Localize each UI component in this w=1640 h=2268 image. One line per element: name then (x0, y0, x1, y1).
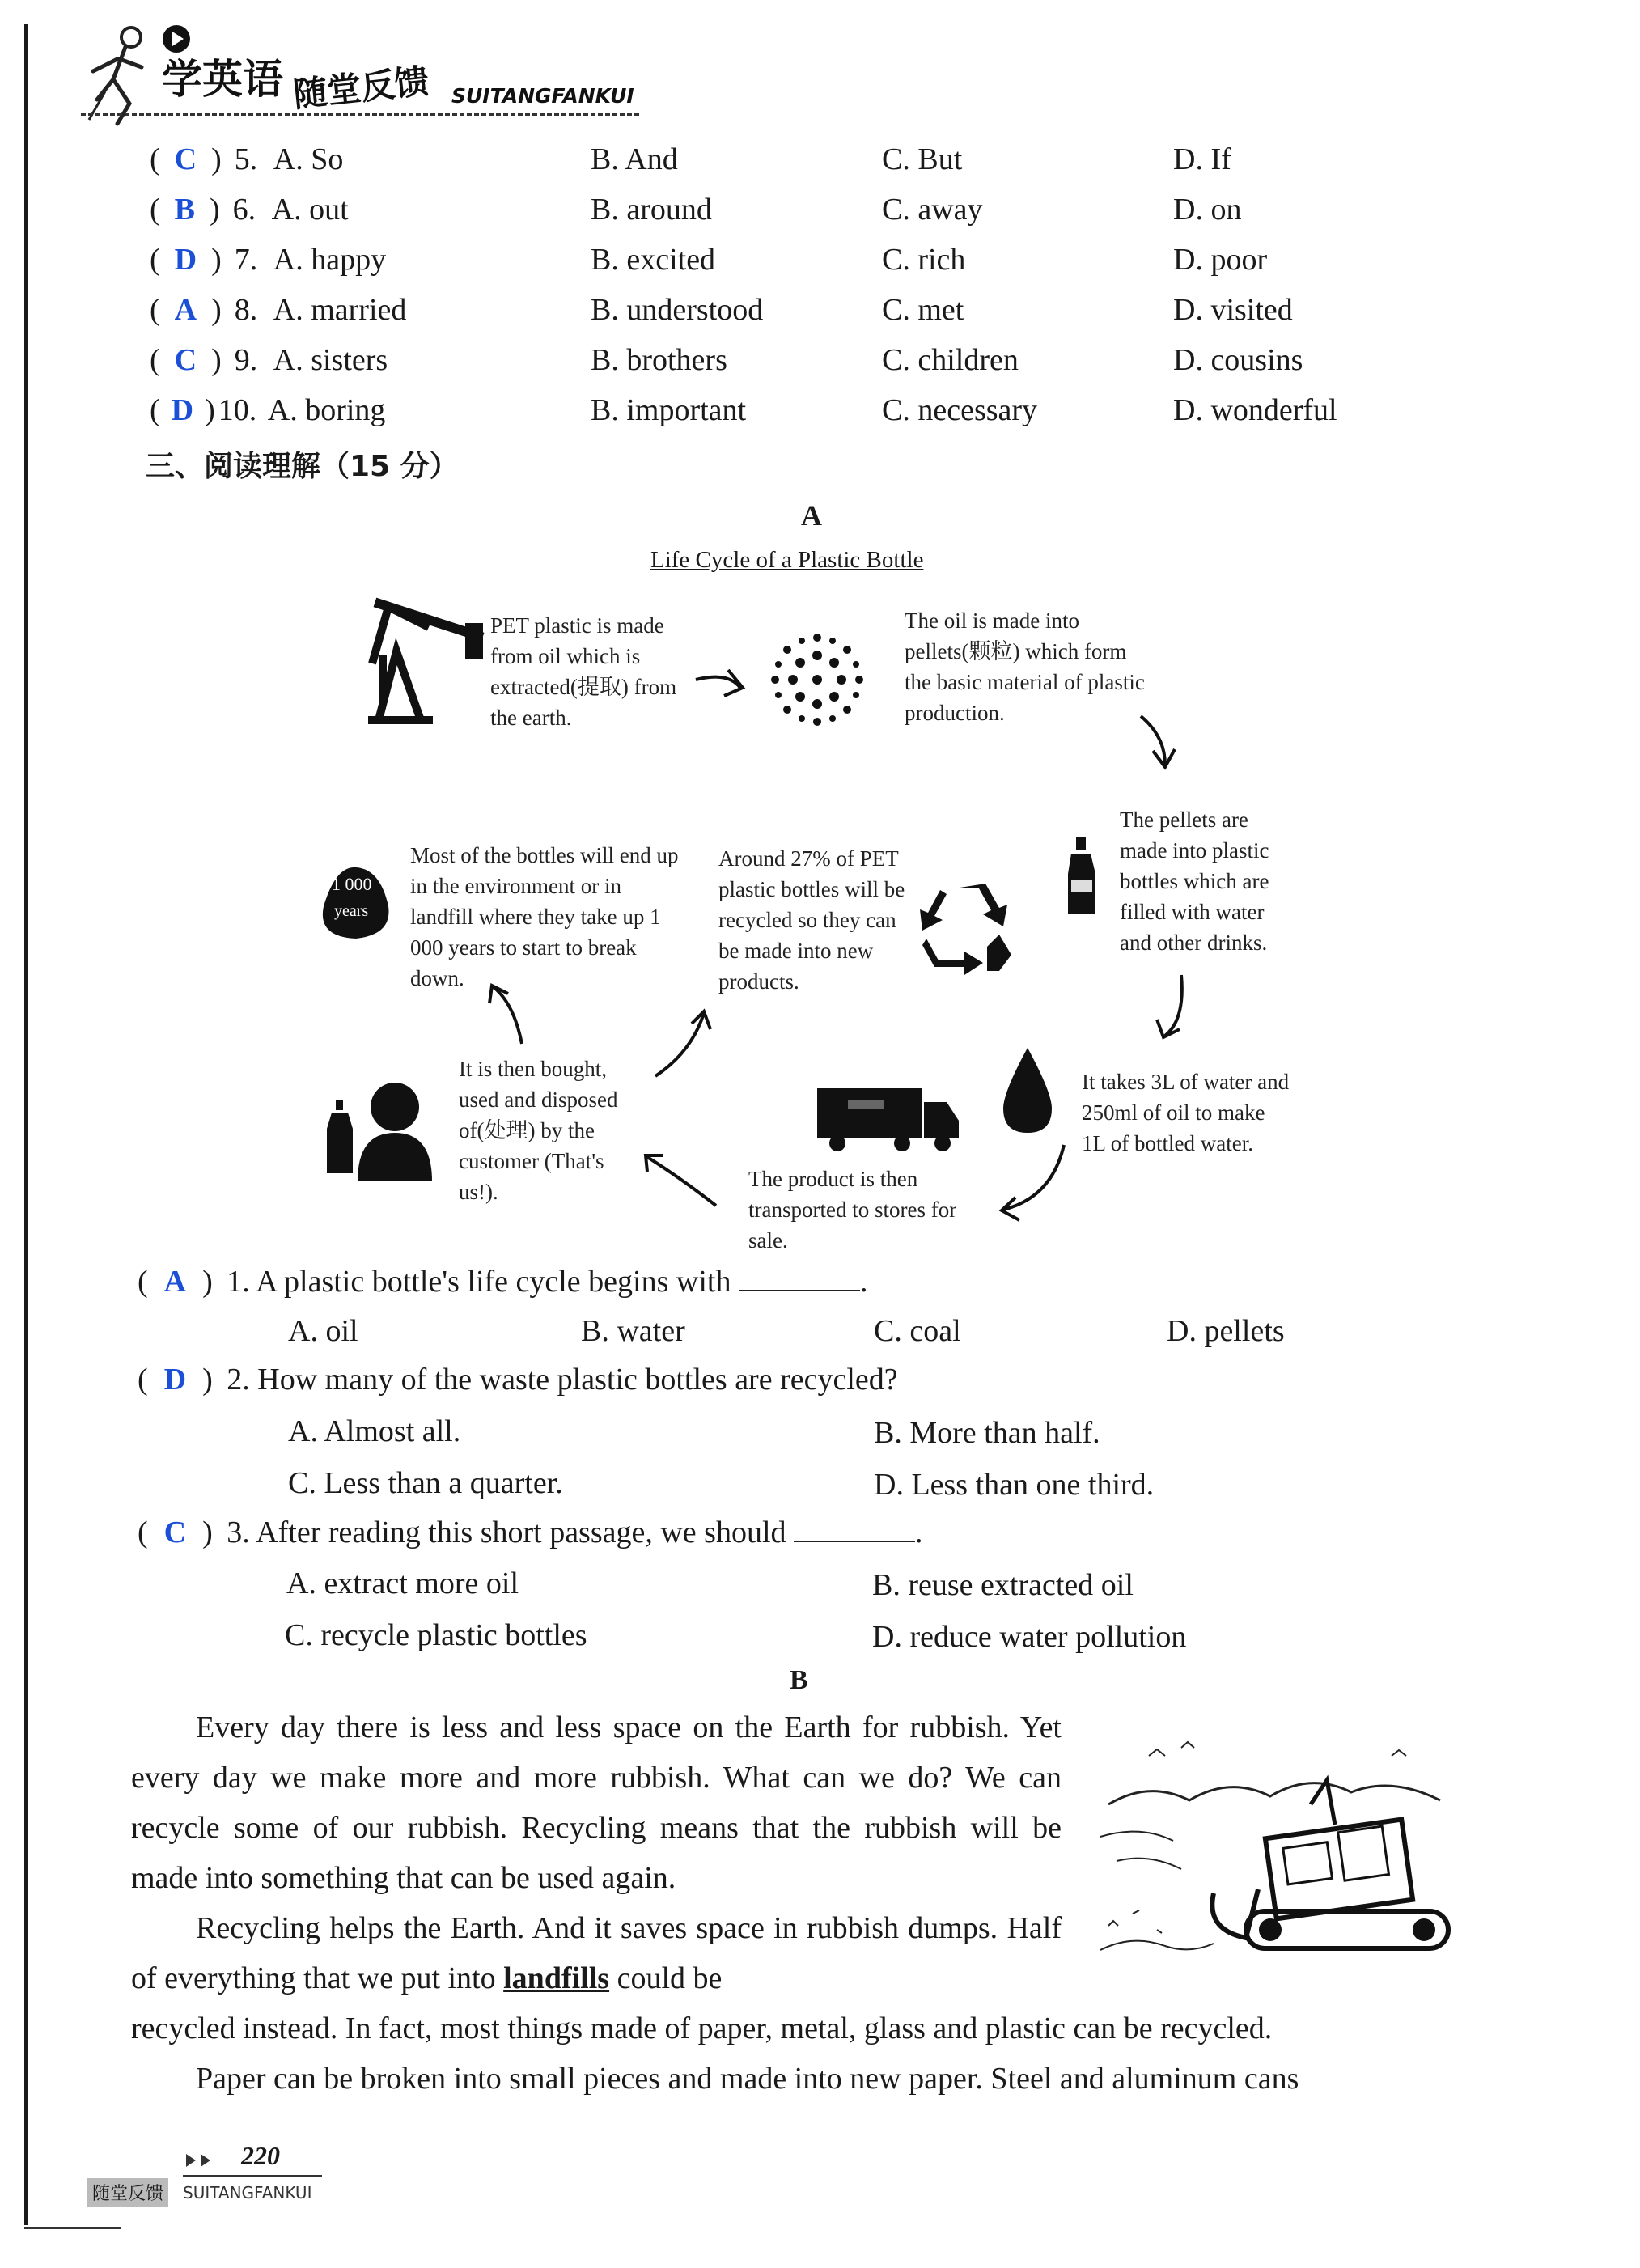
question-text-end: . (915, 1516, 923, 1549)
paren: ) (211, 142, 222, 176)
answer-letter: A (163, 1265, 187, 1299)
option-b: B. around (591, 193, 712, 227)
option-b: B. And (591, 142, 678, 176)
option-a: A. oil (288, 1314, 358, 1348)
option-a: A. happy (273, 243, 387, 277)
paren: ( (150, 393, 160, 427)
footer-label-cn: 随堂反馈 (87, 2178, 168, 2207)
option-a: A. boring (267, 393, 386, 427)
footer-label-en: SUITANGFANKUI (183, 2183, 312, 2202)
option-d: D. visited (1173, 293, 1293, 327)
answer-blank (739, 1262, 860, 1291)
header-subtitle-en: SUITANGFANKUI (451, 84, 634, 108)
question-number: 5. (234, 142, 258, 176)
option-b: B. More than half. (874, 1416, 1100, 1450)
step-transport: The product is then transported to stores for sale. (748, 1167, 957, 1253)
option-b: B. water (581, 1314, 685, 1348)
paren: ( (150, 343, 160, 377)
question-2 (138, 1361, 898, 1398)
option-c: C. rich (882, 243, 966, 277)
years-badge-label: years (334, 902, 369, 920)
customer-icon (327, 1083, 432, 1181)
paren: ) (211, 343, 222, 377)
header-subtitle: 随堂反馈 (291, 61, 431, 115)
option-b: B. reuse extracted oil (872, 1568, 1134, 1602)
paren: ( (138, 1363, 148, 1397)
passage-a-label: A (801, 499, 822, 532)
option-a: A. sisters (273, 343, 388, 377)
paren: ) (211, 243, 222, 277)
water-drop-icon (1003, 1048, 1052, 1133)
bulldozer-illustration (1084, 1732, 1473, 1974)
diagram-title: Life Cycle of a Plastic Bottle (650, 547, 924, 573)
keyword-landfills: landfills (503, 1961, 610, 1995)
header-title: 学英语 (162, 56, 283, 103)
section-heading: 三、阅读理解（15 分） (146, 450, 459, 483)
step-landfill: Most of the bottles will end up in the environment or in landfill where they take up 1 000 years to start to break down. (410, 843, 679, 990)
question-1 (138, 1262, 867, 1300)
question-number: 9. (234, 343, 258, 377)
page-number: 220 (241, 2141, 280, 2170)
paren: ( (138, 1516, 148, 1549)
paren: ) (202, 1516, 213, 1549)
paren: ( (150, 193, 160, 227)
option-d: D. pellets (1167, 1314, 1285, 1348)
option-c: C. necessary (882, 393, 1038, 427)
question-number: 8. (234, 293, 258, 327)
cloze-row (150, 291, 406, 329)
header-dashed-line (81, 113, 639, 116)
paragraph-text: Every day there is less and less space on the Earth for rubbish. Yet every day we make more and more rubbish. What can we do? We can recycle some of our rubbish. Recycling means that the rubbish will be made into something that can be used again. (131, 1711, 1062, 1895)
option-d: D. cousins (1173, 343, 1303, 377)
answer-letter: D (174, 243, 197, 277)
left-margin-line (24, 24, 28, 2225)
paren: ) (202, 1265, 213, 1299)
option-d: D. If (1173, 142, 1231, 176)
arrow-right-icon (696, 670, 743, 696)
paren: ( (150, 243, 160, 277)
pellets-icon (771, 634, 863, 726)
bottom-rule (24, 2227, 121, 2229)
option-a: A. So (273, 142, 344, 176)
recycle-icon (920, 884, 1011, 975)
passage-b-paragraph-1 (131, 1702, 1062, 1903)
cloze-row (150, 141, 343, 178)
option-d: D. reduce water pollution (872, 1620, 1187, 1654)
passage-b-paragraph-2 (131, 1903, 1062, 2003)
option-b: B. important (591, 393, 747, 427)
passage-b-paragraph-2-cont: recycled instead. In fact, most things made of paper, metal, glass and plastic can be recycled. (131, 2012, 1273, 2045)
question-text: After reading this short passage, we should (256, 1516, 786, 1549)
arrow-left-icon (1002, 1145, 1064, 1220)
passage-b-label: B (790, 1665, 808, 1695)
arrow-down-icon (1157, 975, 1182, 1037)
bottle-icon (1068, 837, 1095, 914)
paren: ) (205, 393, 215, 427)
years-badge-label: 1 000 (332, 874, 372, 894)
option-c: C. away (882, 193, 983, 227)
question-number: 2. (227, 1363, 250, 1397)
option-d: D. on (1173, 193, 1242, 227)
step-oil: PET plastic is made from oil which is extracted(提取) from the earth. (490, 613, 677, 730)
step-pellets: The oil is made into pellets(颗粒) which form the basic material of plastic production. (905, 608, 1145, 725)
option-a: A. Almost all. (288, 1414, 461, 1448)
arrow-left-icon (646, 1155, 716, 1206)
question-text: How many of the waste plastic bottles are recycled? (257, 1363, 898, 1397)
footer-rule (183, 2175, 322, 2177)
cloze-row (150, 392, 385, 429)
option-c: C. children (882, 343, 1019, 377)
answer-letter: D (171, 393, 194, 427)
question-3 (138, 1513, 923, 1551)
answer-letter: C (174, 142, 197, 176)
option-b: B. understood (591, 293, 764, 327)
option-d: D. poor (1173, 243, 1268, 277)
option-c: C. met (882, 293, 964, 327)
option-a: A. extract more oil (286, 1566, 519, 1600)
option-d: D. Less than one third. (874, 1468, 1155, 1502)
paragraph-text: Recycling helps the Earth. And it saves space in rubbish dumps. Half of everything that we put into (131, 1911, 1062, 1995)
step-customer: It is then bought, used and disposed of(处理) by the customer (That's us!). (459, 1057, 618, 1204)
option-b: B. excited (591, 243, 716, 277)
answer-letter: C (174, 343, 197, 377)
arrow-up-icon (489, 986, 522, 1044)
option-a: A. out (271, 193, 349, 227)
runner-logo-icon (81, 23, 154, 128)
truck-icon (817, 1088, 959, 1151)
question-number: 10. (218, 393, 257, 427)
option-a: A. married (273, 293, 407, 327)
paragraph-text: could be (617, 1961, 723, 1995)
double-arrow-icon (184, 2152, 220, 2168)
step-water: It takes 3L of water and 250ml of oil to make 1L of bottled water. (1082, 1070, 1290, 1155)
paren: ( (138, 1265, 148, 1299)
option-c: C. But (882, 142, 963, 176)
question-number: 3. (227, 1516, 250, 1549)
cloze-row (150, 191, 349, 228)
step-bottles: The pellets are made into plastic bottles which are filled with water and other drinks. (1120, 808, 1269, 955)
question-number: 7. (234, 243, 258, 277)
question-number: 6. (232, 193, 256, 227)
option-b: B. brothers (591, 343, 727, 377)
answer-blank (794, 1513, 915, 1542)
paren: ) (210, 193, 220, 227)
option-c: C. Less than a quarter. (288, 1466, 563, 1500)
answer-letter: A (174, 293, 197, 327)
question-text: A plastic bottle's life cycle begins with (256, 1265, 731, 1299)
answer-letter: C (163, 1516, 187, 1549)
passage-b-paragraph-3: Paper can be broken into small pieces and made into new paper. Steel and aluminum cans (196, 2062, 1299, 2096)
cloze-row (150, 241, 386, 278)
answer-letter: B (174, 193, 196, 227)
paren: ( (150, 142, 160, 176)
option-c: C. recycle plastic bottles (285, 1618, 587, 1652)
question-text-end: . (859, 1265, 868, 1299)
paren: ) (202, 1363, 213, 1397)
oil-pump-icon (368, 598, 484, 724)
option-d: D. wonderful (1173, 393, 1337, 427)
cloze-row (150, 341, 388, 379)
header (81, 23, 663, 128)
footer (81, 2136, 340, 2217)
option-c: C. coal (874, 1314, 961, 1348)
question-number: 1. (227, 1265, 250, 1299)
paren: ) (211, 293, 222, 327)
answer-letter: D (163, 1363, 187, 1397)
paren: ( (150, 293, 160, 327)
step-recycle: Around 27% of PET plastic bottles will be recycled so they can be made into new products. (718, 846, 905, 994)
arrow-up-icon (655, 1011, 710, 1076)
